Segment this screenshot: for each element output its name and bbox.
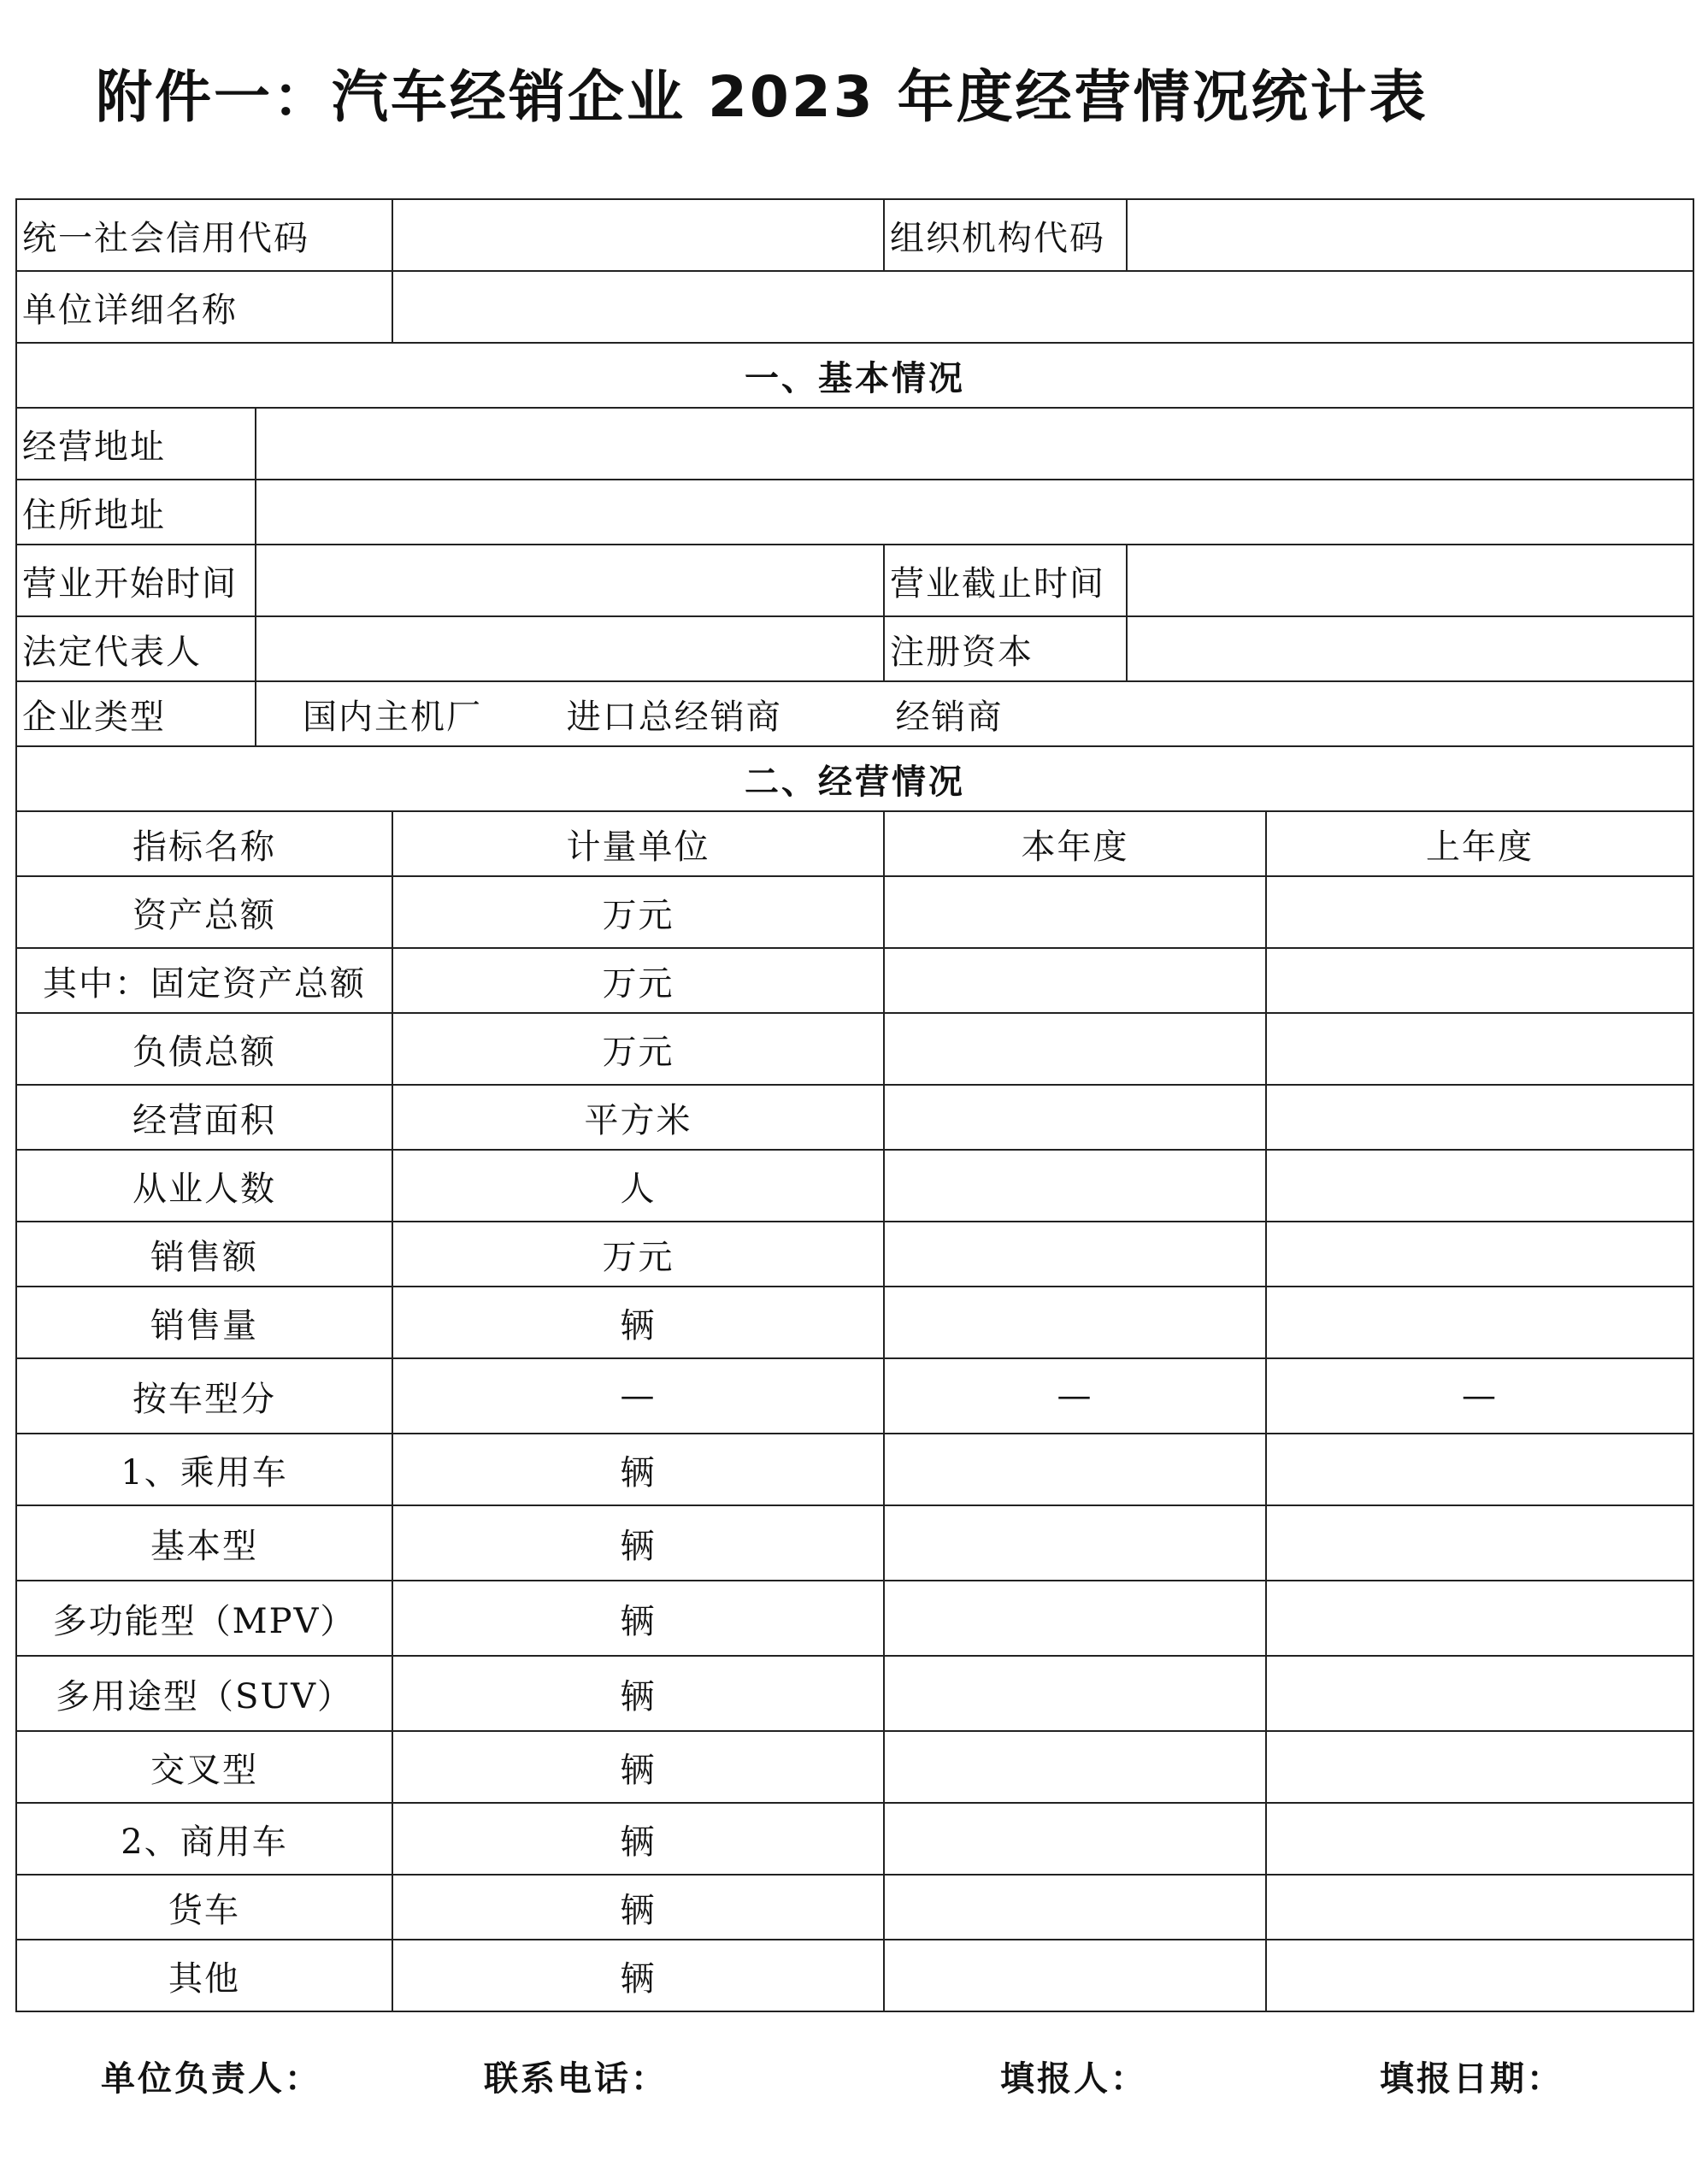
indicator-unit: 辆 xyxy=(392,1940,884,2011)
table-row xyxy=(16,876,1693,948)
table-row xyxy=(16,1222,1693,1287)
unit-head-label: 单位负责人： xyxy=(101,2059,321,2099)
current-year-value[interactable] xyxy=(884,876,1266,948)
previous-year-value[interactable] xyxy=(1266,876,1693,948)
indicator-name: 多用途型（SUV） xyxy=(16,1656,392,1731)
col-header-unit: 计量单位 xyxy=(392,811,884,876)
current-year-value[interactable] xyxy=(884,1085,1266,1150)
indicator-name: 交叉型 xyxy=(16,1731,392,1803)
current-year-value[interactable] xyxy=(884,1803,1266,1875)
enterprise-type-row xyxy=(16,681,1693,746)
unit-name-label: 单位详细名称 xyxy=(16,271,392,343)
table-row xyxy=(16,1013,1693,1085)
reg-capital-label: 注册资本 xyxy=(884,616,1127,681)
table-row xyxy=(16,1656,1693,1731)
legal-capital-row xyxy=(16,616,1693,681)
indicator-unit: 辆 xyxy=(392,1803,884,1875)
indicator-name: 1、乘用车 xyxy=(16,1434,392,1505)
indicator-name: 销售量 xyxy=(16,1287,392,1358)
indicator-name: 销售额 xyxy=(16,1222,392,1287)
credit-code-field[interactable] xyxy=(392,199,884,271)
indicator-unit: — xyxy=(392,1358,884,1434)
type-option-dealer[interactable]: 经销商 xyxy=(895,697,1004,737)
start-time-field[interactable] xyxy=(256,545,884,616)
type-option-import-distributor[interactable]: 进口总经销商 xyxy=(566,697,782,737)
residence-address-row xyxy=(16,480,1693,545)
current-year-value[interactable] xyxy=(884,1287,1266,1358)
table-row xyxy=(16,1150,1693,1222)
previous-year-value[interactable] xyxy=(1266,1875,1693,1940)
indicator-name: 货车 xyxy=(16,1875,392,1940)
indicator-name: 多功能型（MPV） xyxy=(16,1581,392,1656)
table-row xyxy=(16,1803,1693,1875)
indicator-unit: 辆 xyxy=(392,1656,884,1731)
enterprise-type-options xyxy=(256,681,1693,746)
business-address-row xyxy=(16,408,1693,480)
previous-year-value[interactable] xyxy=(1266,1013,1693,1085)
indicator-name: 经营面积 xyxy=(16,1085,392,1150)
enterprise-type-label: 企业类型 xyxy=(16,681,256,746)
indicator-name: 按车型分 xyxy=(16,1358,392,1434)
current-year-value[interactable] xyxy=(884,948,1266,1013)
indicator-unit: 人 xyxy=(392,1150,884,1222)
table-row xyxy=(16,1940,1693,2011)
org-code-field[interactable] xyxy=(1127,199,1693,271)
reg-capital-field[interactable] xyxy=(1127,616,1693,681)
residence-address-label: 住所地址 xyxy=(16,480,256,545)
previous-year-value[interactable] xyxy=(1266,1287,1693,1358)
current-year-value[interactable] xyxy=(884,1581,1266,1656)
indicator-unit: 万元 xyxy=(392,948,884,1013)
previous-year-value[interactable] xyxy=(1266,1434,1693,1505)
section2-header-row xyxy=(16,746,1693,811)
end-time-label: 营业截止时间 xyxy=(884,545,1127,616)
legal-rep-label: 法定代表人 xyxy=(16,616,256,681)
previous-year-value[interactable] xyxy=(1266,1803,1693,1875)
indicator-unit: 辆 xyxy=(392,1434,884,1505)
legal-rep-field[interactable] xyxy=(256,616,884,681)
indicator-unit: 万元 xyxy=(392,1013,884,1085)
previous-year-value[interactable] xyxy=(1266,1731,1693,1803)
previous-year-value[interactable] xyxy=(1266,1505,1693,1581)
table-row xyxy=(16,948,1693,1013)
current-year-value[interactable] xyxy=(884,1222,1266,1287)
section1-title: 一、基本情况 xyxy=(16,343,1693,408)
phone-label: 联系电话： xyxy=(484,2059,668,2099)
current-year-value[interactable] xyxy=(884,1940,1266,2011)
table-row xyxy=(16,1875,1693,1940)
fill-date-label: 填报日期： xyxy=(1380,2059,1564,2099)
org-code-label: 组织机构代码 xyxy=(884,199,1127,271)
table-row xyxy=(16,1581,1693,1656)
indicator-name: 其他 xyxy=(16,1940,392,2011)
table-row xyxy=(16,1505,1693,1581)
credit-code-row xyxy=(16,199,1693,271)
business-time-row xyxy=(16,545,1693,616)
indicator-unit: 万元 xyxy=(392,876,884,948)
current-year-value[interactable] xyxy=(884,1505,1266,1581)
previous-year-value[interactable] xyxy=(1266,1656,1693,1731)
previous-year-value[interactable] xyxy=(1266,1581,1693,1656)
indicator-name: 负债总额 xyxy=(16,1013,392,1085)
indicator-unit: 辆 xyxy=(392,1581,884,1656)
start-time-label: 营业开始时间 xyxy=(16,545,256,616)
previous-year-value[interactable] xyxy=(1266,1222,1693,1287)
previous-year-value[interactable]: — xyxy=(1266,1358,1693,1434)
current-year-value[interactable] xyxy=(884,1150,1266,1222)
table-row xyxy=(16,1731,1693,1803)
credit-code-label: 统一社会信用代码 xyxy=(16,199,392,271)
current-year-value[interactable]: — xyxy=(884,1358,1266,1434)
unit-name-row xyxy=(16,271,1693,343)
indicator-name: 基本型 xyxy=(16,1505,392,1581)
section2-title: 二、经营情况 xyxy=(16,746,1693,811)
business-address-field[interactable] xyxy=(256,408,1693,480)
indicator-name: 2、商用车 xyxy=(16,1803,392,1875)
col-header-current-year: 本年度 xyxy=(884,811,1266,876)
table-row xyxy=(16,1434,1693,1505)
page-title: 附件一：汽车经销企业 2023 年度经营情况统计表 xyxy=(96,64,1428,130)
table-row xyxy=(16,1358,1693,1434)
table-row xyxy=(16,1085,1693,1150)
signature-footer xyxy=(0,2052,1708,2103)
indicator-unit: 辆 xyxy=(392,1875,884,1940)
table-row xyxy=(16,1287,1693,1358)
current-year-value[interactable] xyxy=(884,1656,1266,1731)
indicator-name: 资产总额 xyxy=(16,876,392,948)
indicator-unit: 辆 xyxy=(392,1287,884,1358)
indicator-unit: 平方米 xyxy=(392,1085,884,1150)
section1-header-row xyxy=(16,343,1693,408)
current-year-value[interactable] xyxy=(884,1875,1266,1940)
business-address-label: 经营地址 xyxy=(16,408,256,480)
current-year-value[interactable] xyxy=(884,1013,1266,1085)
previous-year-value[interactable] xyxy=(1266,1150,1693,1222)
indicator-name: 从业人数 xyxy=(16,1150,392,1222)
end-time-field[interactable] xyxy=(1127,545,1693,616)
indicator-unit: 辆 xyxy=(392,1731,884,1803)
indicator-name: 其中：固定资产总额 xyxy=(16,948,392,1013)
filler-label: 填报人： xyxy=(1000,2059,1147,2099)
current-year-value[interactable] xyxy=(884,1434,1266,1505)
col-header-indicator: 指标名称 xyxy=(16,811,392,876)
previous-year-value[interactable] xyxy=(1266,1085,1693,1150)
column-header-row xyxy=(16,811,1693,876)
residence-address-field[interactable] xyxy=(256,480,1693,545)
previous-year-value[interactable] xyxy=(1266,948,1693,1013)
indicator-unit: 万元 xyxy=(392,1222,884,1287)
statistics-table xyxy=(15,198,1694,2012)
indicator-unit: 辆 xyxy=(392,1505,884,1581)
type-option-domestic-oem[interactable]: 国内主机厂 xyxy=(303,697,482,737)
previous-year-value[interactable] xyxy=(1266,1940,1693,2011)
unit-name-field[interactable] xyxy=(392,271,1693,343)
col-header-previous-year: 上年度 xyxy=(1266,811,1693,876)
current-year-value[interactable] xyxy=(884,1731,1266,1803)
